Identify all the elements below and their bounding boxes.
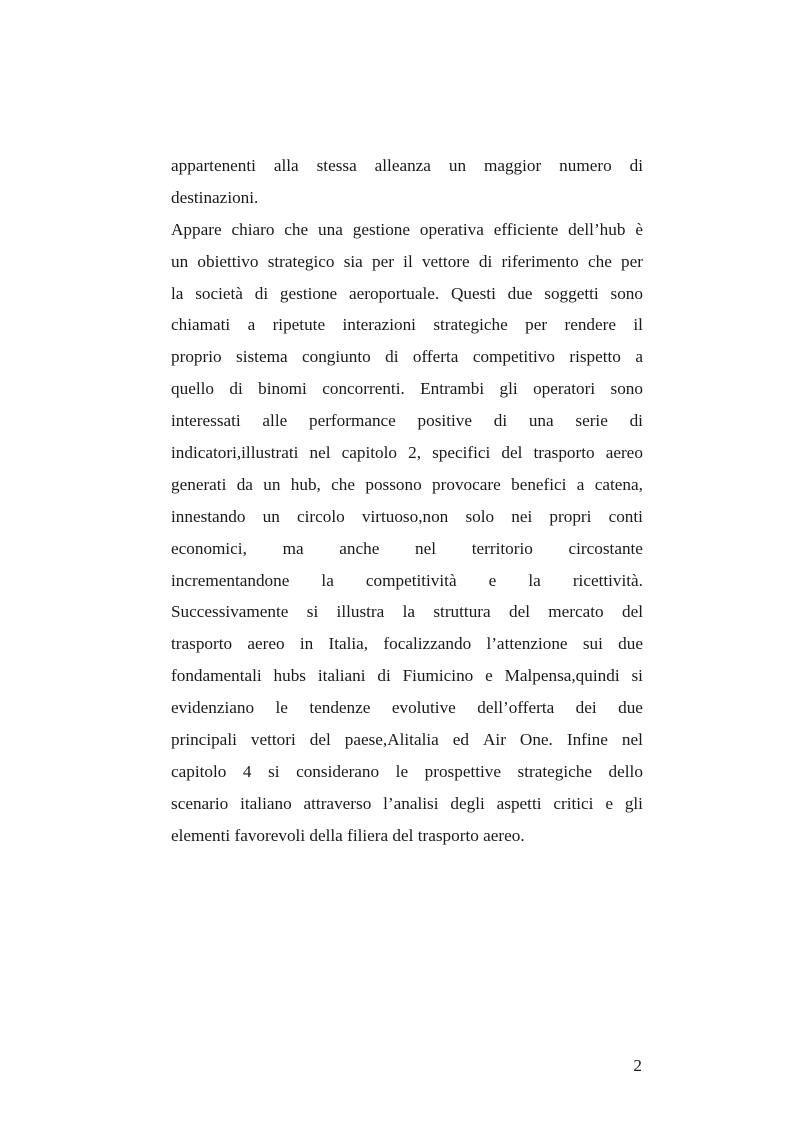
body-paragraph: [171, 150, 643, 852]
word: la: [402, 602, 416, 622]
word: ed: [452, 730, 469, 750]
word: e: [488, 570, 497, 590]
text-line: [171, 788, 643, 820]
text-line: [171, 309, 643, 341]
text-line: [171, 405, 643, 437]
word: due: [618, 698, 643, 718]
text-line: [171, 341, 643, 373]
text-line: [171, 501, 643, 533]
word: tendenze: [309, 698, 371, 718]
word: aereo: [247, 634, 285, 654]
word: solo: [465, 506, 495, 526]
text-line: [171, 150, 643, 182]
text-line: [171, 533, 643, 565]
word: che: [331, 474, 356, 494]
word: territorio: [471, 538, 533, 558]
word: le: [275, 698, 288, 718]
word: Malpensa,quindi: [504, 666, 620, 686]
word: Infine: [566, 730, 608, 750]
word: ma: [282, 538, 304, 558]
word: illustra: [336, 602, 385, 622]
word: sui: [582, 634, 603, 654]
word: principali: [171, 730, 237, 750]
word: nei: [511, 506, 533, 526]
word: mercato: [548, 602, 604, 622]
text-line: [171, 469, 643, 501]
word: benefici: [511, 474, 567, 494]
word: congiunto: [301, 347, 371, 367]
word: di: [229, 379, 243, 399]
word: alle: [262, 411, 288, 431]
word: a: [247, 315, 256, 335]
word: chiaro: [231, 219, 275, 239]
word: aspetti: [496, 793, 542, 813]
word: incrementandone: [171, 570, 290, 590]
word: performance: [308, 411, 396, 431]
word: possono: [365, 474, 422, 494]
word: dell’offerta: [477, 698, 555, 718]
word: da: [236, 474, 253, 494]
word: 4: [242, 761, 252, 781]
word: innestando: [171, 506, 246, 526]
word: specifici: [432, 443, 491, 463]
word: la: [171, 283, 184, 303]
word: strategiche: [517, 761, 592, 781]
word: generati: [171, 474, 227, 494]
word: di: [629, 411, 643, 431]
text-line: [171, 596, 643, 628]
word: un: [263, 474, 281, 494]
word: sia: [343, 251, 363, 271]
word: 2,: [408, 443, 421, 463]
word: binomi: [258, 379, 307, 399]
word: sistema: [236, 347, 288, 367]
word: circolo: [296, 506, 345, 526]
word: un: [448, 156, 467, 175]
word: struttura: [433, 602, 491, 622]
word: competitività: [365, 570, 457, 590]
word: chiamati: [171, 315, 231, 335]
word: un: [262, 506, 280, 526]
word: gestione: [279, 283, 338, 303]
word: l’analisi: [383, 793, 439, 813]
word: interazioni: [342, 315, 416, 335]
word: vettori: [250, 730, 296, 750]
text-line: [171, 437, 643, 469]
word: maggior: [483, 156, 542, 175]
word: trasporto: [533, 443, 595, 463]
word: Questi: [450, 283, 496, 303]
word: italiani: [317, 666, 366, 686]
word: attraverso: [303, 793, 372, 813]
word: nel: [621, 730, 643, 750]
word: che: [587, 251, 612, 271]
word: provocare: [432, 474, 501, 494]
text-line: [171, 278, 643, 310]
word: strategiche: [433, 315, 508, 335]
word: critici: [553, 793, 594, 813]
text-line: [171, 692, 643, 724]
word: rispetto: [569, 347, 621, 367]
word: due: [507, 283, 533, 303]
word: Appare: [171, 219, 222, 239]
word: a: [576, 474, 585, 494]
word: offerta: [412, 347, 459, 367]
word: Successivamente: [171, 602, 289, 622]
word: fondamentali: [171, 666, 262, 686]
word: si: [631, 666, 643, 686]
word: il: [633, 315, 643, 335]
word: considerano: [296, 761, 380, 781]
word: di: [629, 156, 643, 175]
word: che: [284, 219, 309, 239]
text-line: elementi favorevoli della filiera del trasporto aereo.: [171, 825, 525, 845]
word: di: [377, 666, 391, 686]
word: gestione: [352, 219, 411, 239]
word: capitolo: [341, 443, 398, 463]
word: rendere: [564, 315, 617, 335]
word: il: [403, 251, 413, 271]
word: due: [618, 634, 643, 654]
word: nel: [309, 443, 331, 463]
word: del: [309, 730, 331, 750]
word: dello: [608, 761, 643, 781]
word: gli: [624, 793, 643, 813]
word: una: [528, 411, 554, 431]
word: conti: [608, 506, 643, 526]
word: operatori: [533, 379, 596, 399]
word: degli: [450, 793, 485, 813]
word: del: [501, 443, 523, 463]
word: hub,: [290, 474, 321, 494]
word: sono: [610, 379, 643, 399]
word: per: [525, 315, 548, 335]
text-line: [171, 724, 643, 756]
text-line: [171, 214, 643, 246]
word: competitivo: [472, 347, 555, 367]
word: scenario: [171, 793, 229, 813]
word: appartenenti: [171, 156, 256, 175]
word: concorrenti.: [322, 379, 405, 399]
text-line: [171, 756, 643, 788]
word: di: [478, 251, 493, 271]
word: la: [528, 570, 541, 590]
text-line: [171, 628, 643, 660]
word: nel: [415, 538, 437, 558]
word: vettore: [421, 251, 470, 271]
word: economici,: [171, 538, 247, 558]
word: focalizzando: [383, 634, 472, 654]
word: in: [299, 634, 314, 654]
word: Entrambi: [420, 379, 485, 399]
word: hubs: [273, 666, 306, 686]
word: proprio: [171, 347, 222, 367]
word: si: [268, 761, 280, 781]
word: è: [635, 219, 643, 239]
word: di: [493, 411, 508, 431]
word: virtuoso,non: [361, 506, 449, 526]
word: strategico: [267, 251, 335, 271]
word: si: [306, 602, 319, 622]
word: di: [385, 347, 399, 367]
word: ricettività.: [572, 570, 643, 590]
word: Fiumicino: [402, 666, 474, 686]
text-line: [171, 246, 643, 278]
word: catena,: [594, 474, 643, 494]
word: quello: [171, 379, 214, 399]
word: anche: [339, 538, 380, 558]
word: propri: [549, 506, 592, 526]
word: le: [395, 761, 409, 781]
word: alleanza: [374, 156, 431, 175]
word: e: [605, 793, 613, 813]
word: evolutive: [391, 698, 456, 718]
word: prospettive: [424, 761, 501, 781]
text-line: [171, 373, 643, 405]
word: del: [508, 602, 530, 622]
word: operativa: [419, 219, 484, 239]
word: per: [372, 251, 394, 271]
word: Italia,: [328, 634, 369, 654]
word: aereo: [605, 443, 643, 463]
word: ripetute: [272, 315, 326, 335]
word: di: [254, 283, 269, 303]
word: obiettivo: [197, 251, 259, 271]
word: stessa: [316, 156, 357, 175]
word: dell’hub: [568, 219, 626, 239]
word: One.: [519, 730, 553, 750]
word: e: [485, 666, 493, 686]
word: la: [321, 570, 334, 590]
word: interessati: [171, 411, 241, 431]
word: alla: [273, 156, 299, 175]
text-line: [171, 660, 643, 692]
word: italiano: [240, 793, 292, 813]
word: trasporto: [171, 634, 233, 654]
word: indicatori,illustrati: [171, 443, 299, 463]
word: l’attenzione: [486, 634, 568, 654]
page-number: 2: [633, 1056, 642, 1075]
word: aeroportuale.: [348, 283, 440, 303]
word: un: [171, 251, 189, 271]
word: numero: [559, 156, 612, 175]
word: società: [195, 283, 243, 303]
text-line: destinazioni.: [171, 187, 259, 207]
word: riferimento: [501, 251, 579, 271]
word: a: [635, 347, 643, 367]
word: dei: [575, 698, 597, 718]
word: positive: [417, 411, 472, 431]
word: paese,Alitalia: [344, 730, 439, 750]
text-line: [171, 565, 643, 597]
word: efficiente: [493, 219, 559, 239]
word: serie: [575, 411, 608, 431]
word: per: [621, 251, 643, 271]
word: del: [621, 602, 643, 622]
word: una: [318, 219, 343, 239]
word: gli: [499, 379, 518, 399]
word: Air: [483, 730, 506, 750]
word: circostante: [568, 538, 643, 558]
word: evidenziano: [171, 698, 255, 718]
word: soggetti: [544, 283, 599, 303]
word: sono: [610, 283, 643, 303]
word: capitolo: [171, 761, 227, 781]
